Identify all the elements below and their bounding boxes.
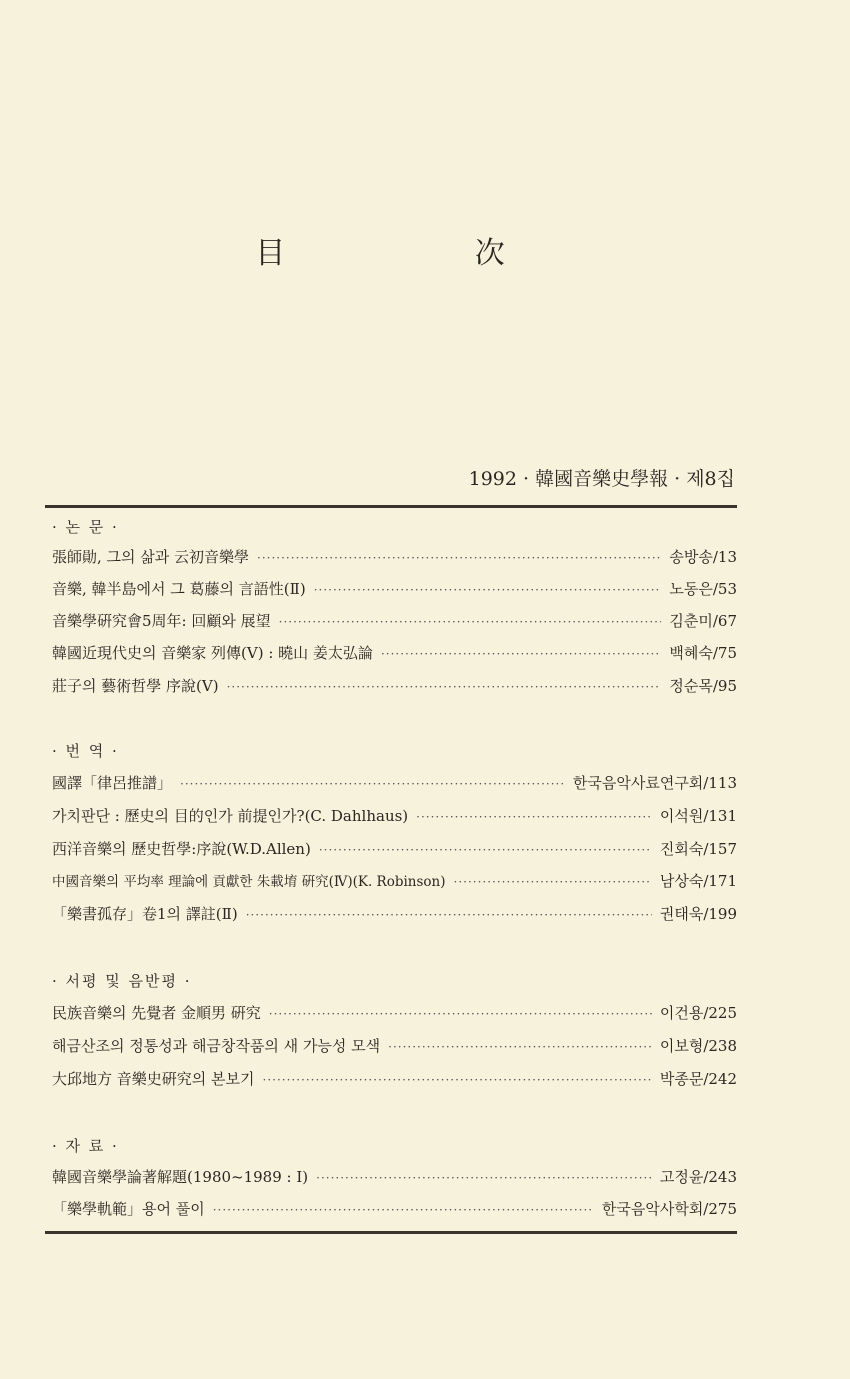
entry-title: 「樂學軌範」용어 풀이 <box>52 1200 205 1218</box>
bottom-rule <box>45 1231 737 1234</box>
toc-entry[interactable] <box>52 642 737 670</box>
leader-dots <box>319 843 652 857</box>
leader-dots <box>416 810 652 824</box>
entry-title: 大邱地方 音樂史硏究의 본보기 <box>52 1070 255 1088</box>
entry-title: 西洋音樂의 歷史哲學:序說(W.D.Allen) <box>52 840 311 858</box>
top-rule <box>45 505 737 508</box>
entry-author-page: 한국음악사료연구회/113 <box>572 774 737 792</box>
leader-dots <box>388 1040 652 1054</box>
section-heading-materials: · 자 료 · <box>52 1137 119 1155</box>
entry-author-page: 김춘미/67 <box>669 612 737 630</box>
leader-dots <box>269 1007 652 1021</box>
toc-entry[interactable] <box>52 610 737 638</box>
toc-entry[interactable] <box>52 1002 737 1030</box>
toc-entry[interactable] <box>52 578 737 606</box>
toc-entry[interactable] <box>52 546 737 574</box>
toc-entry[interactable] <box>52 1068 737 1096</box>
toc-entry[interactable] <box>52 1198 737 1226</box>
entry-title: 民族音樂의 先覺者 金順男 硏究 <box>52 1004 261 1022</box>
page-title: 目 次 <box>255 236 595 271</box>
toc-entry[interactable] <box>52 838 737 866</box>
leader-dots <box>180 777 565 791</box>
entry-title: 韓國音樂學論著解題(1980~1989 : Ⅰ) <box>52 1168 309 1186</box>
entry-author-page: 노동은/53 <box>669 580 737 598</box>
toc-entry[interactable] <box>52 772 737 800</box>
leader-dots <box>279 615 662 629</box>
entry-title: 張師勛, 그의 삶과 云初音樂學 <box>52 548 250 566</box>
leader-dots <box>213 1203 594 1217</box>
entry-title: 國譯「律呂推譜」 <box>52 774 173 792</box>
toc-entry[interactable] <box>52 1166 737 1194</box>
entry-title: 中國音樂의 平均率 理論에 貢獻한 朱載堉 硏究(Ⅳ)(K. Robinson) <box>52 874 446 890</box>
leader-dots <box>257 551 661 565</box>
leader-dots <box>316 1171 652 1185</box>
entry-title: 해금산조의 정통성과 해금창작품의 새 가능성 모색 <box>52 1037 381 1055</box>
entry-author-page: 백혜숙/75 <box>669 644 737 662</box>
entry-author-page: 박종문/242 <box>659 1070 737 1088</box>
leader-dots <box>314 583 662 597</box>
entry-author-page: 정순목/95 <box>669 677 737 695</box>
entry-author-page: 남상숙/171 <box>659 872 737 890</box>
entry-author-page: 이건용/225 <box>659 1004 737 1022</box>
entry-title: 「樂書孤存」卷1의 譯註(Ⅱ) <box>52 905 238 923</box>
entry-author-page: 고정윤/243 <box>659 1168 737 1186</box>
toc-entry[interactable] <box>52 675 737 703</box>
leader-dots <box>227 680 662 694</box>
entry-author-page: 송방송/13 <box>669 548 737 566</box>
toc-entry[interactable] <box>52 870 737 898</box>
section-heading-translations: · 번 역 · <box>52 742 119 760</box>
entry-author-page: 진회숙/157 <box>659 840 737 858</box>
entry-title: 莊子의 藝術哲學 序說(V) <box>52 677 219 695</box>
entry-title: 音樂學硏究會5周年: 回顧와 展望 <box>52 612 271 630</box>
leader-dots <box>263 1073 652 1087</box>
section-heading-reviews: · 서평 및 음반평 · <box>52 972 192 990</box>
entry-title: 韓國近現代史의 音樂家 列傳(V) : 曉山 姜太弘論 <box>52 644 373 662</box>
entry-author-page: 이보형/238 <box>659 1037 737 1055</box>
entry-author-page: 권태욱/199 <box>659 905 737 923</box>
toc-entry[interactable] <box>52 903 737 931</box>
toc-entry[interactable] <box>52 1035 737 1063</box>
leader-dots <box>246 908 652 922</box>
section-heading-papers: · 논 문 · <box>52 518 119 536</box>
leader-dots <box>454 875 652 889</box>
entry-author-page: 한국음악사학회/275 <box>601 1200 737 1218</box>
entry-title: 가치판단 : 歷史의 目的인가 前提인가?(C. Dahlhaus) <box>52 807 409 825</box>
journal-issue-header: 1992 · 韓國音樂史學報 · 제8집 <box>468 468 735 490</box>
toc-entry[interactable] <box>52 805 737 833</box>
entry-author-page: 이석원/131 <box>659 807 737 825</box>
leader-dots <box>381 647 661 661</box>
entry-title: 音樂, 韓半島에서 그 葛藤의 言語性(Ⅱ) <box>52 580 306 598</box>
